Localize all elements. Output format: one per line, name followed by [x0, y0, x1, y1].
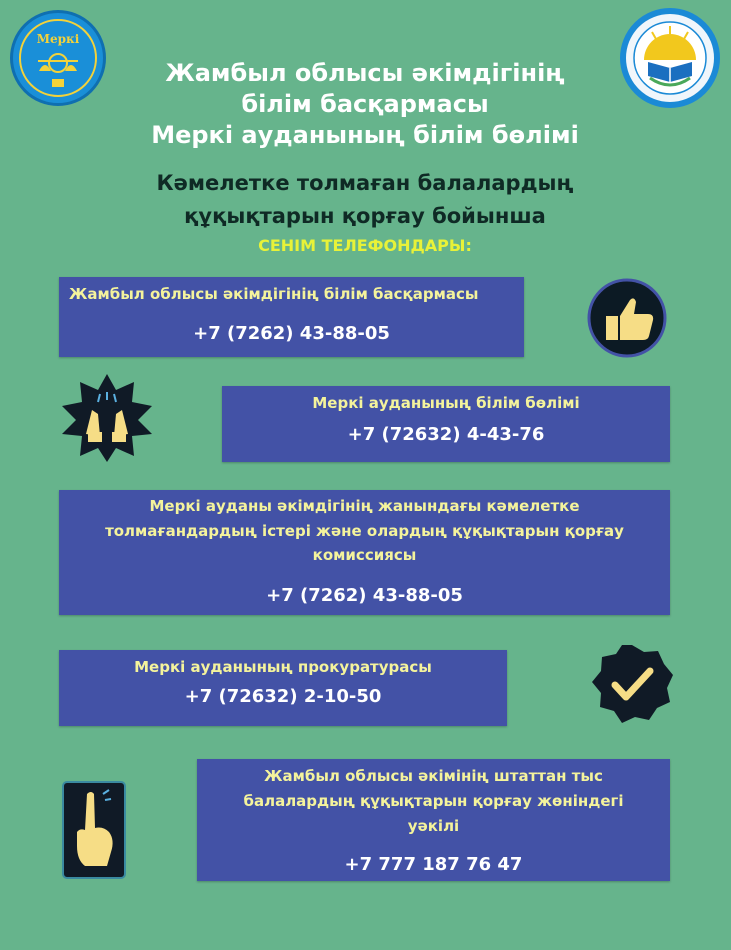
contact-card-regional-education [59, 277, 524, 357]
contact-phone[interactable]: +7 (7262) 43-88-05 [266, 585, 463, 606]
thumbs-up-icon [586, 278, 668, 362]
contact-label: Меркі ауданының прокуратурасы [134, 658, 432, 676]
header-line-3: Меркі ауданының білім бөлімі [151, 121, 579, 149]
contact-label-line-2: балалардың құқықтарын қорғау жөніндегі [243, 792, 624, 810]
header-line-2: білім басқармасы [241, 90, 489, 118]
subtitle-line-1: Кәмелетке толмаған балалардың [156, 171, 574, 195]
contact-label-line-3: комиссиясы [312, 546, 417, 564]
contact-phone[interactable]: +7 (72632) 2-10-50 [184, 686, 382, 707]
education-emblem-icon [620, 8, 720, 108]
header-line-1: Жамбыл облысы әкімдігінің [165, 59, 565, 87]
merki-emblem-icon [10, 10, 106, 106]
check-mark-icon [589, 643, 675, 729]
contact-card-prosecutor [59, 650, 507, 726]
contact-phone[interactable]: +7 (72632) 4-43-76 [347, 424, 545, 445]
contact-phone[interactable]: +7 (7262) 43-88-05 [193, 323, 390, 344]
contact-label-line-1: Меркі ауданы әкімдігінің жанындағы кәмелетке [149, 497, 580, 515]
contact-label-line-1: Жамбыл облысы әкімінің штаттан тыс [264, 767, 603, 785]
contact-card-district-education [222, 386, 670, 462]
contact-label-line-3: уәкілі [407, 817, 460, 835]
contact-card-children-rights-ombudsman [197, 759, 670, 881]
trust-phones-heading: СЕНІМ ТЕЛЕФОНДАРЫ: [258, 236, 472, 255]
contact-card-minors-commission [59, 490, 670, 615]
pointing-finger-icon [61, 780, 127, 884]
merki-emblem-label: Меркі [36, 32, 80, 46]
raised-hands-icon [58, 372, 156, 468]
contact-label: Меркі ауданының білім бөлімі [312, 394, 580, 412]
subtitle-line-2: құқықтарын қорғау бойынша [184, 204, 546, 228]
contact-label-line-2: толмағандардың істері және олардың құқықтарын қорғау [105, 522, 624, 540]
contact-label: Жамбыл облысы әкімдігінің білім басқармасы [69, 285, 479, 303]
contact-phone[interactable]: +7 777 187 76 47 [344, 854, 523, 875]
